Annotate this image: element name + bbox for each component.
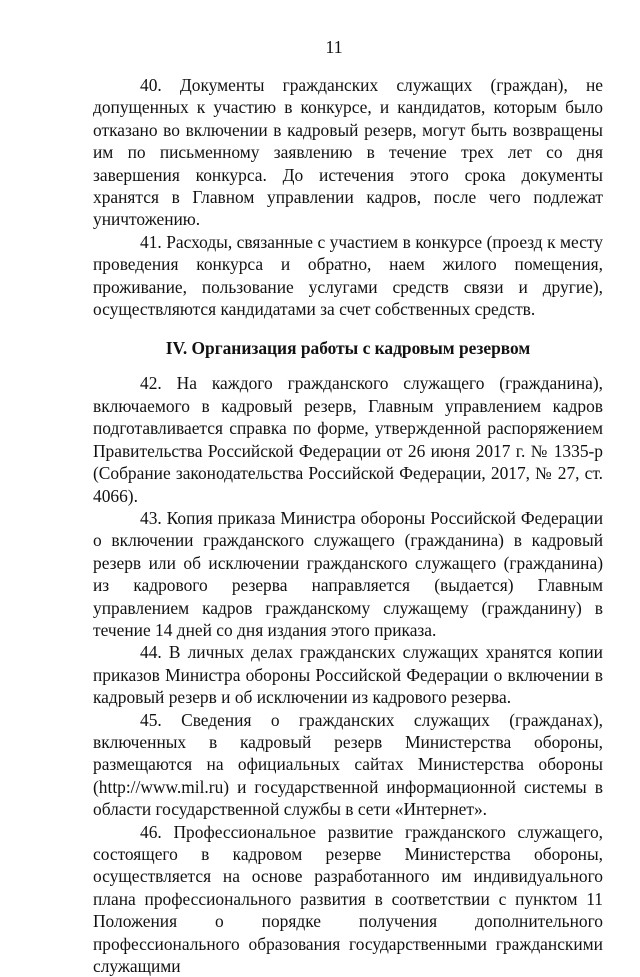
paragraph-45: 45. Сведения о гражданских служащих (гражданах), включенных в кадровый резерв Министерства обороны, размещаются на официальных сайтах Министерства обороны (http://www.mil.ru) и государственной информационной системы в области государственной службы в сети «Интернет». <box>93 709 603 820</box>
paragraph-41: 41. Расходы, связанные с участием в конкурсе (проезд к месту проведения конкурса и обратно, наем жилого помещения, проживание, пользование услугами средств связи и другие), осуществляются кандидатами за счет собственных средств. <box>93 231 603 320</box>
paragraph-40: 40. Документы гражданских служащих (граждан), не допущенных к участию в конкурсе, и кандидатов, которым было отказано во включении в кадровый резерв, могут быть возвращены им по письменному заявлению в течение трех лет со дня завершения конкурса. До истечения этого срока документы хранятся в Главном управлении кадров, после чего подлежат уничтожению. <box>93 75 603 230</box>
document-body <box>93 74 603 977</box>
paragraph-46: 46. Профессиональное развитие гражданского служащего, состоящего в кадровом резерве Министерства обороны, осуществляется на основе разработанного им индивидуального плана профессионального развития в соответствии с пунктом 11 Положения о порядке получения дополнительного профессионального образования государственными гражданскими служащими <box>93 821 603 977</box>
paragraph-42: 42. На каждого гражданского служащего (гражданина), включаемого в кадровый резерв, Главным управлением кадров подготавливается справка по форме, утвержденной распоряжением Правительства Российской Федерации от 26 июня 2017 г. № 1335-р (Собрание законодательства Российской Федерации, 2017, № 27, ст. 4066). <box>93 373 603 506</box>
section-heading: IV. Организация работы с кадровым резервом <box>165 338 531 359</box>
page-number: 11 <box>325 37 343 57</box>
paragraph-43: 43. Копия приказа Министра обороны Российской Федерации о включении гражданского служащего (гражданина) в кадровый резерв или об исключении гражданского служащего (гражданина) из кадрового резерва направляется (выдается) Главным управлением кадров гражданскому служащему (гражданину) в течение 14 дней со дня издания этого приказа. <box>93 507 603 640</box>
paragraph-44: 44. В личных делах гражданских служащих хранятся копии приказов Министра обороны Российской Федерации о включении в кадровый резерв и об исключении из кадрового резерва. <box>93 642 603 708</box>
